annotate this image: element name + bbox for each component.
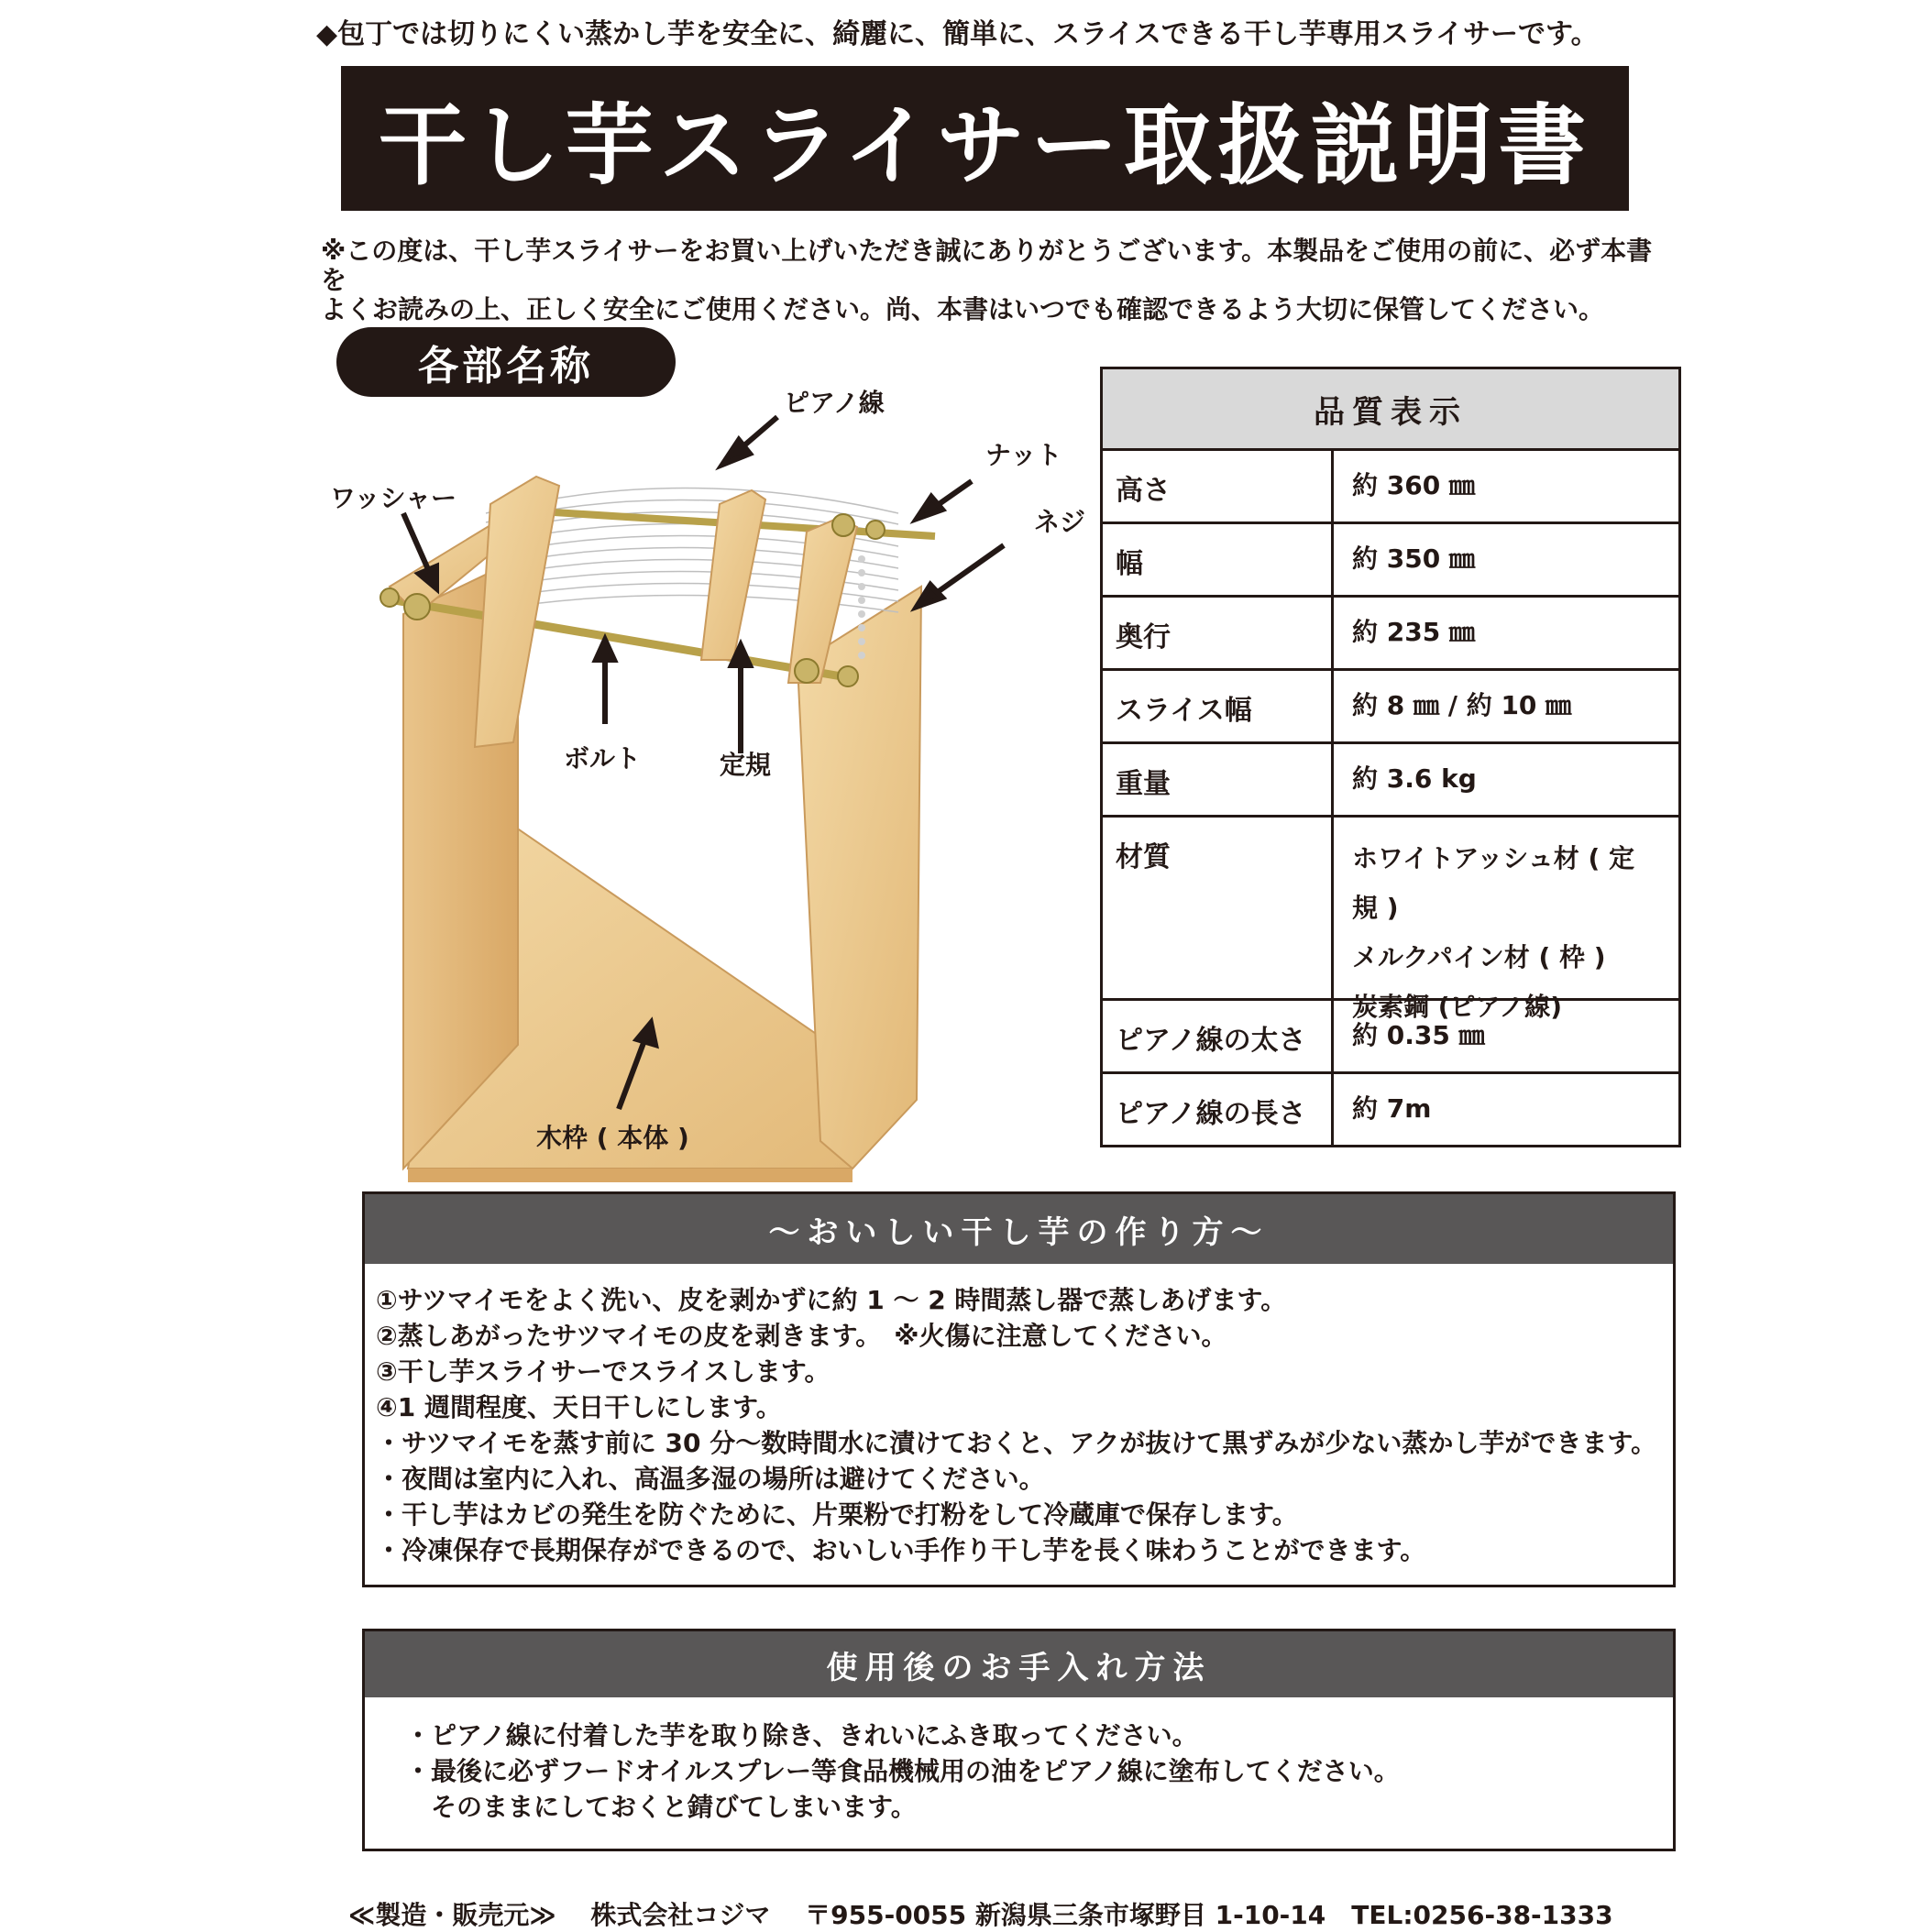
label-screw: ネジ: [1034, 507, 1086, 537]
recipe-heading: ～おいしい干し芋の作り方～: [365, 1194, 1673, 1264]
care-line: ・最後に必ずフードオイルスプレー等食品機械用の油をピアノ線に塗布してください。: [405, 1756, 1400, 1786]
quality-value: 約 3.6 kg: [1352, 763, 1477, 794]
quality-table: [1100, 367, 1681, 1147]
right-ruler: [701, 490, 765, 660]
quality-row: [1103, 818, 1678, 1022]
quality-key: 材質: [1103, 818, 1334, 998]
label-nut: ナット: [985, 440, 1062, 470]
recipe-line: ②蒸しあがったサツマイモの皮を剥きます。 ※火傷に注意してください。: [376, 1321, 1227, 1351]
recipe-line: ・サツマイモを蒸す前に 30 分～数時間水に漬けておくと、アクが抜けて黒ずみが少ない蒸かし芋ができます。: [376, 1428, 1657, 1458]
label-frame: 木枠 ( 本体 ): [536, 1123, 689, 1153]
label-ruler: 定規: [720, 750, 772, 780]
recipe-line: ・干し芋はカビの発生を防ぐために、片栗粉で打粉をして冷蔵庫で保存します。: [376, 1499, 1298, 1530]
material-line: 炭素鋼 (ピアノ線): [1352, 992, 1563, 1022]
title-banner: [341, 66, 1629, 211]
quality-row: [1103, 524, 1678, 598]
label-washer: ワッシャー: [330, 483, 457, 513]
quality-value: 約 360 ㎜: [1352, 470, 1475, 500]
material-line: ホワイトアッシュ材 ( 定規 ): [1352, 843, 1635, 923]
quality-row: [1103, 671, 1678, 744]
quality-row: [1103, 451, 1678, 524]
quality-value: 約 350 ㎜: [1352, 543, 1475, 574]
parts-heading: 各部名称: [336, 327, 676, 397]
quality-row: [1103, 1074, 1678, 1145]
label-bolt: ボルト: [564, 743, 642, 774]
recipe-body: [365, 1264, 1673, 1586]
quality-key: 幅: [1103, 524, 1334, 595]
care-box: [362, 1629, 1676, 1851]
quality-key: 重量: [1103, 744, 1334, 815]
quality-heading: 品質表示: [1103, 369, 1678, 451]
lead-text: ◆包丁では切りにくい蒸かし芋を安全に、綺麗に、簡単に、スライスできる干し芋専用スライサーです。: [316, 18, 1599, 50]
care-line: そのままにしておくと錆びてしまいます。: [405, 1792, 917, 1822]
label-piano-wire: ピアノ線: [784, 388, 885, 418]
quality-value: 約 7m: [1352, 1093, 1432, 1124]
quality-key: ピアノ線の太さ: [1103, 1001, 1334, 1071]
intro-text: [321, 236, 1678, 324]
care-line: ・ピアノ線に付着した芋を取り除き、きれいにふき取ってください。: [405, 1720, 1198, 1751]
quality-key: スライス幅: [1103, 671, 1334, 741]
quality-row: [1103, 1001, 1678, 1074]
quality-value: 約 0.35 ㎜: [1352, 1020, 1485, 1050]
quality-value: 約 8 ㎜ / 約 10 ㎜: [1352, 690, 1572, 720]
recipe-line: ・夜間は室内に入れ、高温多湿の場所は避けてください。: [376, 1464, 1045, 1494]
recipe-line: ①サツマイモをよく洗い、皮を剥かずに約 1 ～ 2 時間蒸し器で蒸しあげます。: [376, 1285, 1287, 1315]
recipe-line: ・冷凍保存で長期保存ができるので、おいしい手作り干し芋を長く味わうことができます。: [376, 1535, 1426, 1565]
page-title: 干し芋スライサー取扱説明書: [378, 93, 1592, 197]
care-body: [365, 1697, 1673, 1845]
quality-row: [1103, 598, 1678, 671]
quality-value: [1334, 818, 1678, 1022]
footer-company: ≪製造・販売元≫ 株式会社コジマ 〒955-0055 新潟県三条市塚野目 1-10-14 TEL:0256-38-1333: [348, 1900, 1613, 1930]
care-heading: 使用後のお手入れ方法: [365, 1631, 1673, 1697]
quality-key: 奥行: [1103, 598, 1334, 668]
quality-key: ピアノ線の長さ: [1103, 1074, 1334, 1145]
intro-line: よくお読みの上、正しく安全にご使用ください。尚、本書はいつでも確認できるよう大切に保管してください。: [321, 294, 1605, 324]
recipe-line: ③干し芋スライサーでスライスします。: [376, 1356, 830, 1387]
recipe-line: ④1 週間程度、天日干しにします。: [376, 1392, 782, 1422]
material-line: メルクパイン材 ( 枠 ): [1352, 942, 1606, 972]
quality-key: 高さ: [1103, 451, 1334, 521]
left-ruler: [475, 477, 559, 747]
quality-value: 約 235 ㎜: [1352, 617, 1475, 647]
intro-line: ※この度は、干し芋スライサーをお買い上げいただき誠にありがとうございます。本製品をご使用の前に、必ず本書を: [321, 236, 1653, 295]
quality-row: [1103, 744, 1678, 818]
recipe-box: [362, 1191, 1676, 1587]
